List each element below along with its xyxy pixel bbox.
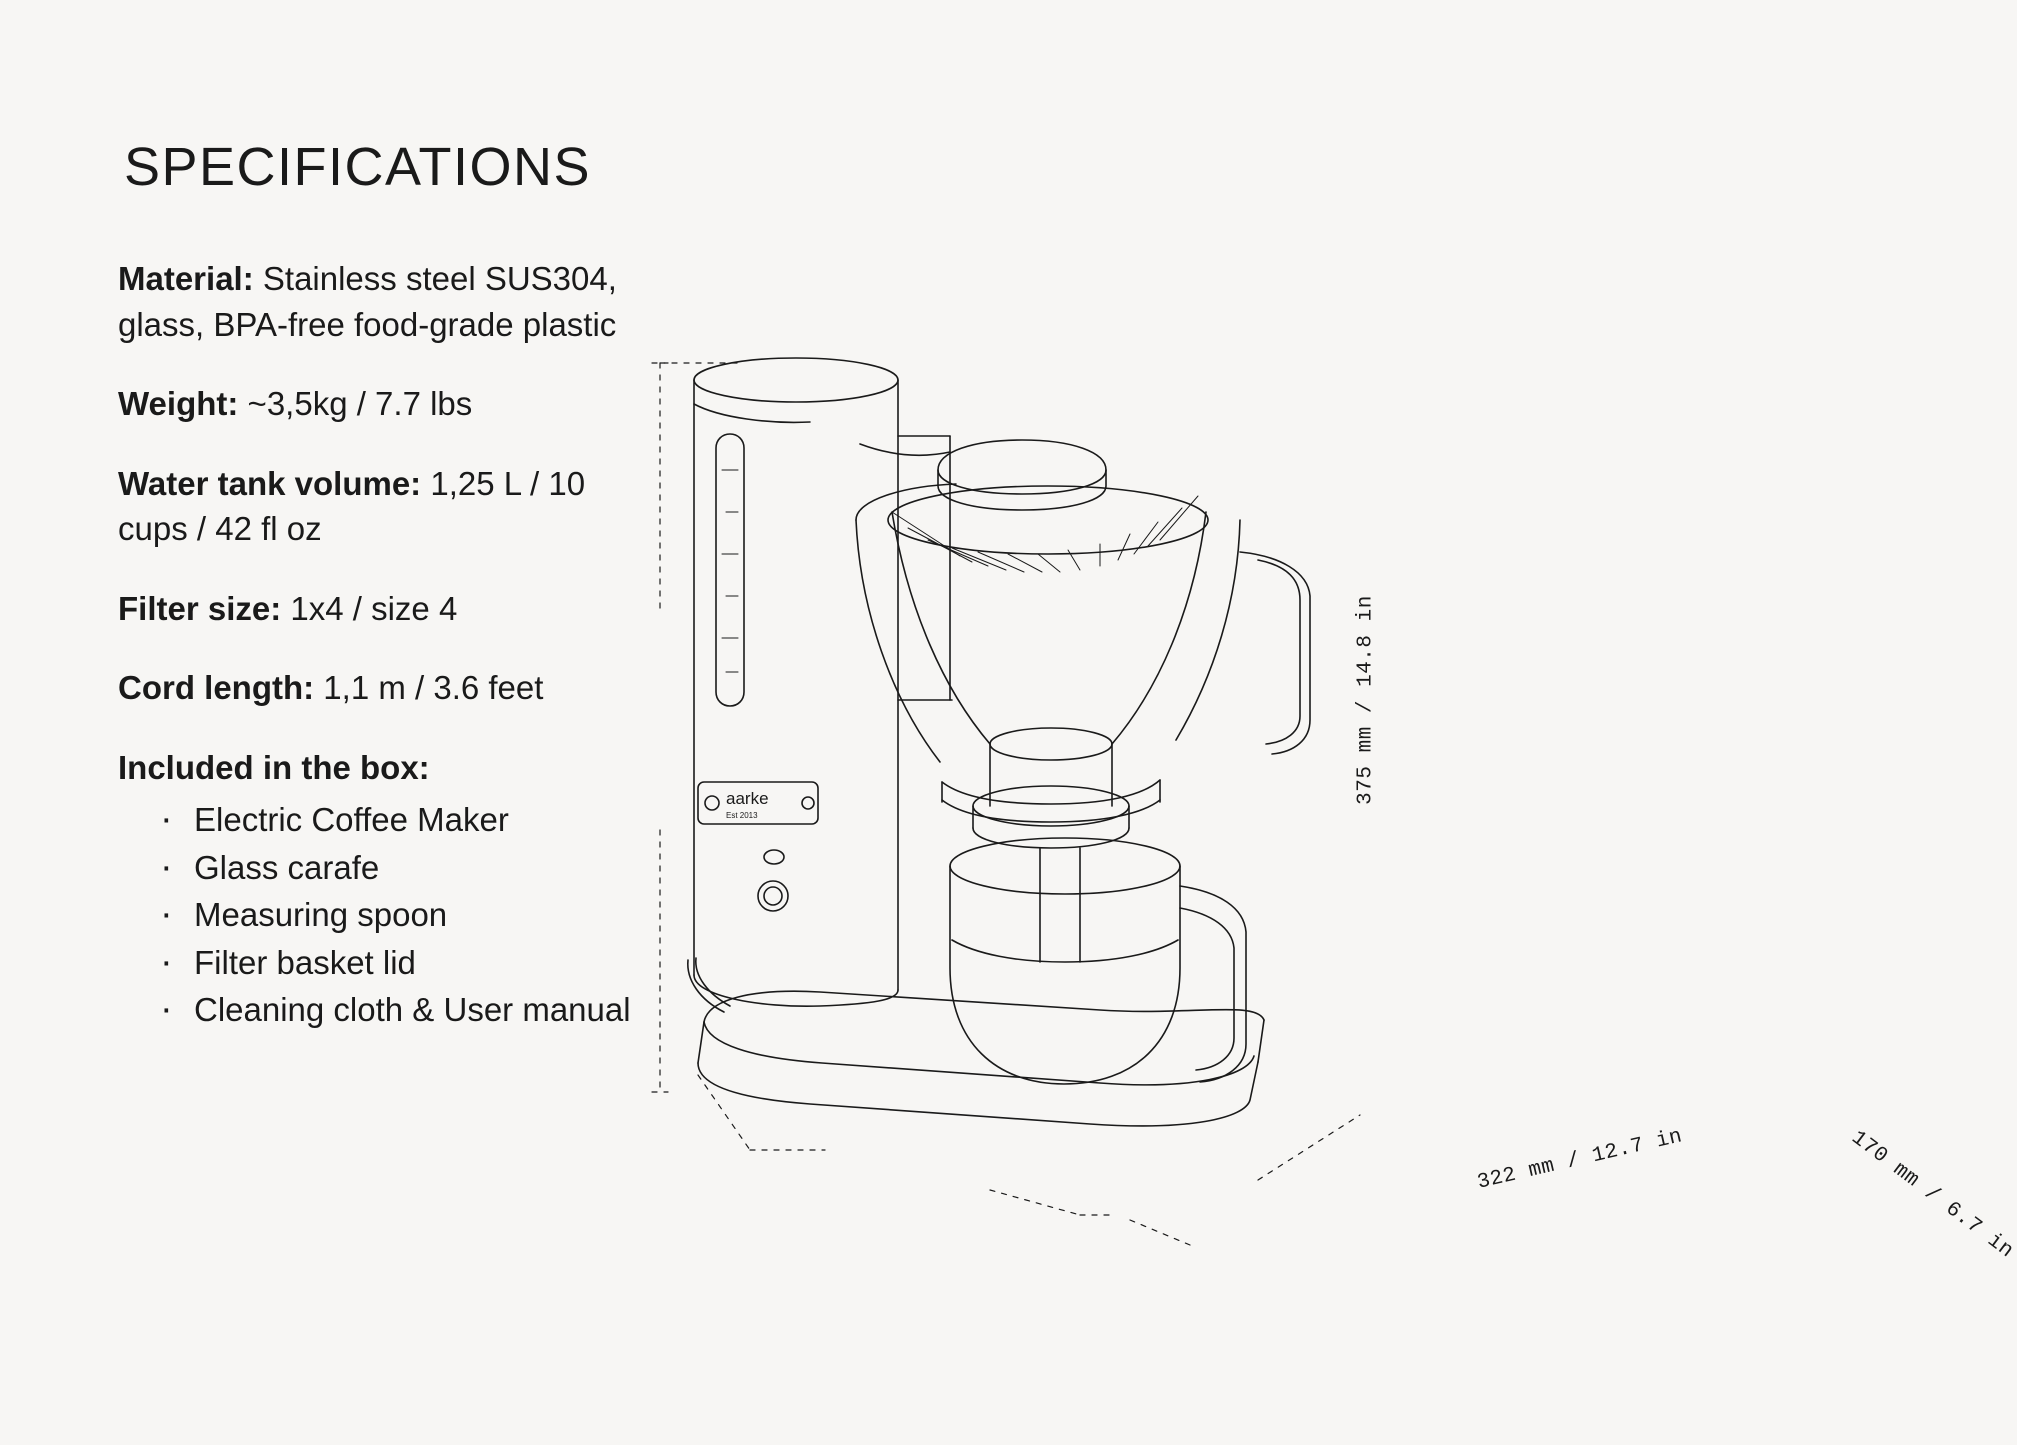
dimension-height-label: 375 mm / 14.8 in — [1354, 595, 1378, 805]
power-button — [758, 881, 788, 911]
dimension-width-label: 322 mm / 12.7 in — [1475, 1125, 1685, 1195]
list-item: · Measuring spoon — [152, 891, 648, 939]
filter-cone-ribs — [892, 496, 1198, 572]
list-item: · Filter basket lid — [152, 939, 648, 987]
svg-text:Est 2013: Est 2013 — [726, 811, 758, 820]
spec-filter-size-label: Filter size: — [118, 589, 282, 627]
spec-filter-size — [118, 586, 648, 632]
carafe-outer-shell — [856, 484, 1310, 762]
spec-water-tank-volume-label: Water tank volume: — [118, 464, 422, 502]
filter-basket — [888, 440, 1208, 806]
page-title: SPECIFICATIONS — [124, 137, 592, 197]
indicator-light — [764, 850, 784, 864]
included-list — [118, 796, 648, 1034]
spec-cord-length-value: 1,1 m / 3.6 feet — [314, 669, 544, 707]
specifications-panel — [0, 0, 660, 1445]
spec-material-label: Material: — [118, 260, 254, 297]
carafe-fill-line — [952, 940, 1178, 962]
spec-water-tank-volume — [118, 461, 648, 552]
included-label: Included in the box: — [118, 748, 430, 786]
product-drawing-panel — [660, 0, 2017, 1445]
spec-filter-size-value: 1x4 / size 4 — [281, 589, 458, 627]
spec-material-value: Stainless steel SUS304, glass, BPA-free food-grade plastic — [118, 260, 617, 343]
spec-weight-label: Weight: — [118, 385, 239, 423]
spec-weight — [118, 381, 648, 427]
list-item: · Cleaning cloth & User manual — [152, 986, 648, 1034]
spec-included-in-box — [118, 745, 648, 1034]
list-item: · Electric Coffee Maker — [152, 796, 648, 844]
water-tank-tower — [694, 358, 898, 1006]
spec-cord-length — [118, 665, 648, 711]
spec-cord-length-label: Cord length: — [118, 669, 315, 707]
base-pedestal — [698, 991, 1264, 1126]
brand-badge — [698, 782, 818, 824]
spec-water-tank-volume-value: 1,25 L / 10 cups / 42 fl oz — [118, 464, 586, 548]
glass-carafe — [950, 838, 1246, 1084]
control-buttons — [758, 850, 788, 911]
electric-coffee-maker-line-drawing — [660, 0, 1445, 1445]
dimension-depth-label: 170 mm / 6.7 in — [1846, 1126, 2017, 1264]
list-item: · Glass carafe — [152, 844, 648, 892]
spec-material — [118, 256, 648, 347]
water-level-ticks — [722, 470, 738, 672]
svg-text:aarke: aarke — [726, 789, 769, 808]
spec-weight-value: ~3,5kg / 7.7 lbs — [238, 385, 473, 423]
